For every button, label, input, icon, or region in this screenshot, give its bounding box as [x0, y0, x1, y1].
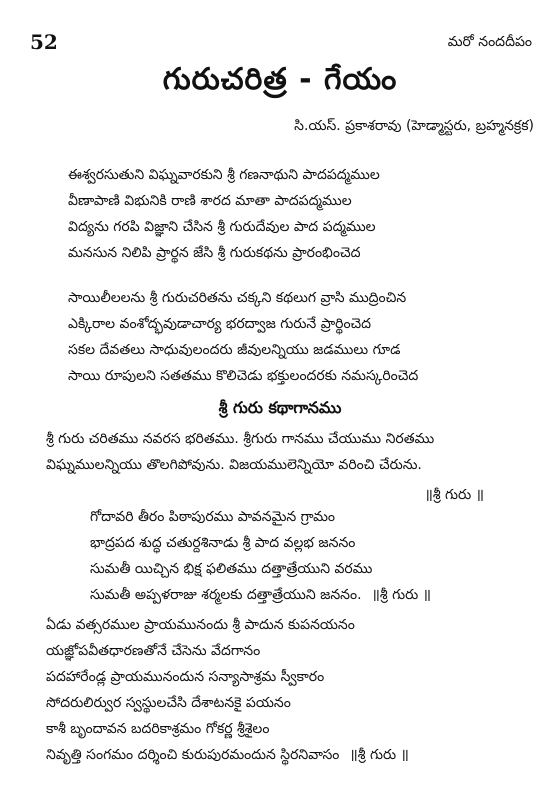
verse-line: కాశీ బృందావన బదరికాశ్రమం గోకర్ణ శ్రీశైలం — [46, 721, 270, 737]
verse-line: ఎక్కిరాల వంశోద్భవుడాచార్య భరద్వాజ గురునే ప్రార్థించెద — [68, 316, 372, 332]
refrain-marker: ॥శ్రీ గురు ॥ — [424, 487, 484, 503]
life-stanza — [46, 612, 409, 768]
chorus-stanza — [46, 426, 434, 478]
verse-line: ఏడు వత్సరముల ప్రాయమునందు శ్రీ పాదున కుపనయనం — [46, 617, 355, 633]
verse-line — [90, 582, 431, 608]
verse-line-text: సుమతీ అప్పళరాజు శర్మలకు దత్తాత్రేయుని జననం. — [90, 587, 362, 603]
verse-line: సాయి రూపులని సతతము కొలిచెడు భక్తులందరకు నమస్కరించెద — [68, 368, 419, 384]
verse-line: విద్యను గరపి విజ్ఞాని చేసిన శ్రీ గురుదేవుల పాద పద్మముల — [68, 219, 376, 235]
section-heading: శ్రీ గురు కథాగానము — [218, 398, 342, 417]
verse-line: సుమతీ యిచ్చిన భిక్ష ఫలితము దత్తాత్రేయుని వరము — [90, 561, 373, 577]
verse-line: సకల దేవతలు సాధువులందరు జీవులన్నియు జడములు గూడ — [68, 342, 401, 358]
refrain-marker: ॥శ్రీ గురు ॥ — [349, 747, 409, 763]
verse-line: యజ్ఞోపవీతధారణతోనే చేసెను వేదగానం — [46, 643, 261, 659]
verse-line: విఘ్నములన్నియు తొలగిపోవును. విజయములెన్నియో వరించి చేరును. — [46, 457, 422, 473]
refrain-marker: ॥శ్రీ గురు ॥ — [371, 587, 432, 603]
verse-line: పదహారేండ్ల ప్రాయమునందున సన్యాసాశ్రమ స్వీకారం — [46, 669, 325, 685]
verse-line: శ్రీ గురు చరితము నవరస భరితము. శ్రీగురు గానము చేయుము నిరతము — [46, 431, 435, 447]
invocation-stanza-2 — [68, 285, 418, 389]
birth-stanza — [90, 504, 431, 608]
invocation-stanza-1 — [68, 162, 380, 266]
verse-line: ఈశ్వరసుతుని విఘ్నవారకుని శ్రీ గణనాథుని పాదపద్మముల — [68, 167, 380, 183]
author-line: సి.యస్. ప్రకాశరావు (హెడ్మాస్టరు, బ్రహ్మనక్రక) — [294, 118, 534, 134]
verse-line: వీణాపాణి విభునికి రాణి శారద మాతా పాదపద్మముల — [68, 193, 352, 209]
verse-line: భాద్రపద శుద్ధ చతుర్దశినాడు శ్రీ పాద వల్లభ జననం — [90, 535, 356, 551]
page-number: 52 — [30, 30, 58, 54]
verse-line — [46, 742, 409, 768]
running-head: మరో నందదీపం — [447, 34, 532, 50]
verse-line: మనసున నిలిపి ప్రార్థన జేసి శ్రీ గురుకథను ప్రారంభించెద — [68, 245, 361, 261]
page-title: గురుచరిత్ర - గేయం — [162, 62, 398, 97]
verse-line: గోదావరి తీరం పిఠాపురము పావనమైన గ్రామం — [90, 509, 336, 525]
verse-line-text: నివృత్తి సంగమం దర్శించి కురుపురమందున స్థిరనివాసం — [46, 747, 340, 763]
verse-line: సాయిలీలలను శ్రీ గురుచరితను చక్కని కథలుగ వ్రాసి ముద్రించిన — [68, 290, 407, 306]
verse-line: సోదరులిర్వుర స్వస్థులచేసి దేశాటనకై పయనం — [46, 695, 291, 711]
